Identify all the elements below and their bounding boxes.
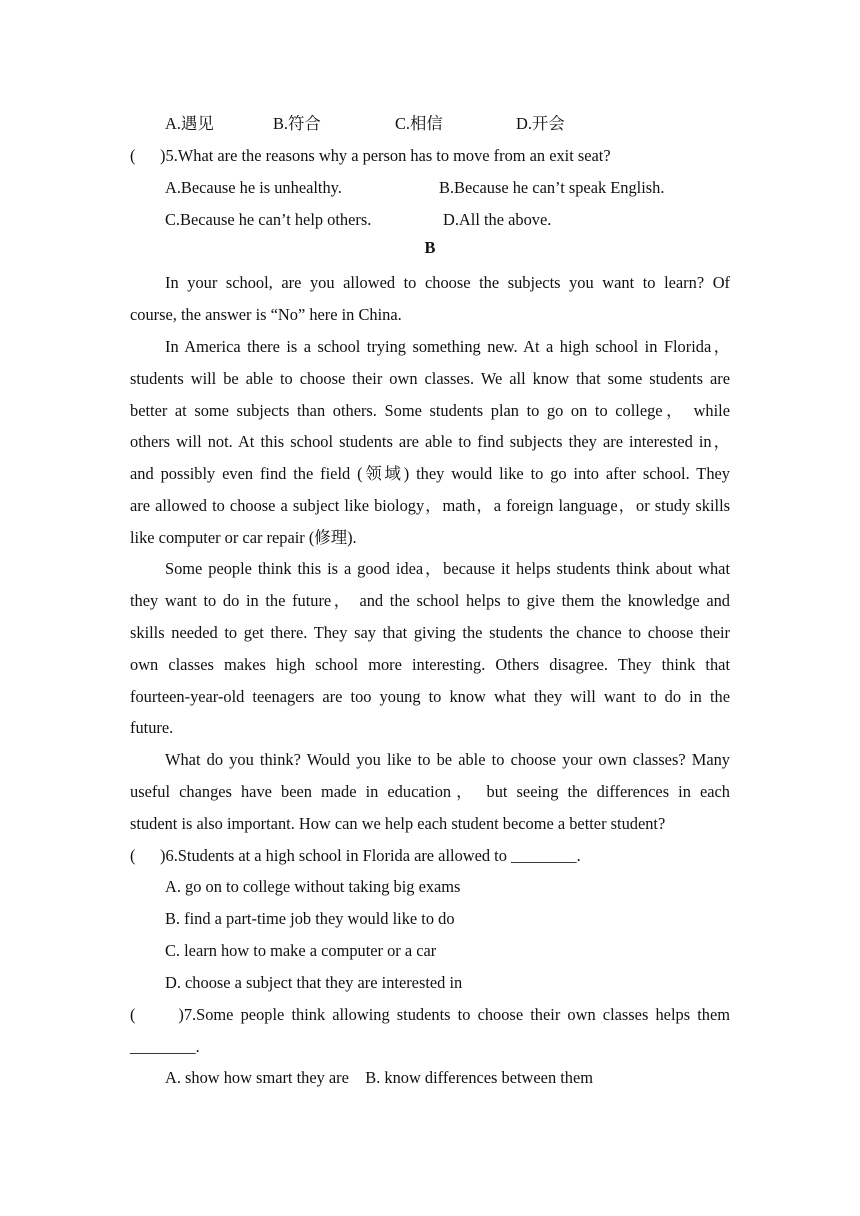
q7-stem-continuation: ________. (130, 1037, 200, 1056)
q5-option-a: A.Because he is unhealthy. (165, 178, 342, 197)
passage-line: own classes makes high school more interesting. Others disagree. They think that (130, 655, 730, 674)
passage-line: useful changes have been made in education， but seeing the differences in each (130, 782, 730, 801)
passage-line: students will be able to choose their own classes. We all know that some students are (130, 369, 730, 388)
passage-line: they want to do in the future， and the school helps to give them the knowledge and (130, 591, 730, 610)
passage-line: better at some subjects than others. Some students plan to go on to college， while (130, 401, 730, 420)
passage-line: fourteen-year-old teenagers are too young to know what they will want to do in the (130, 687, 730, 706)
passage-line: In your school, are you allowed to choose the subjects you want to learn? Of (165, 273, 730, 292)
q5-option-c: C.Because he can’t help others. (165, 210, 372, 229)
section-title: B (424, 238, 436, 257)
q6-option-c: C. learn how to make a computer or a car (165, 941, 437, 960)
q4-option-b: B.符合 (273, 114, 321, 133)
q6-stem: ( )6.Students at a high school in Florida are allowed to ________. (130, 846, 581, 865)
passage-line: are allowed to choose a subject like biology，math，a foreign language，or study skills (130, 496, 730, 515)
q7-options-line: A. show how smart they are B. know differences between them (165, 1068, 594, 1087)
q6-option-a: A. go on to college without taking big exams (165, 877, 461, 896)
passage-line: What do you think? Would you like to be able to choose your own classes? Many (165, 750, 730, 769)
passage-line: course, the answer is “No” here in China. (130, 305, 402, 324)
q4-option-a: A.遇见 (165, 114, 214, 133)
q5-option-d: D.All the above. (443, 210, 552, 229)
q4-option-c: C.相信 (395, 114, 443, 133)
q5-option-b: B.Because he can’t speak English. (439, 178, 665, 197)
passage-line: like computer or car repair (修理). (130, 528, 357, 547)
passage-line: skills needed to get there. They say that giving the students the chance to choose their (130, 623, 730, 642)
q6-option-b: B. find a part-time job they would like to do (165, 909, 455, 928)
passage-line: In America there is a school trying something new. At a high school in Florida， (165, 337, 730, 356)
q6-option-d: D. choose a subject that they are interested in (165, 973, 463, 992)
q5-stem: ( )5.What are the reasons why a person has to move from an exit seat? (130, 146, 611, 165)
passage-line: and possibly even find the field (领域) they would like to go into after school. They (130, 464, 730, 483)
passage-line: others will not. At this school students are able to find subjects they are interested in， (130, 432, 730, 451)
passage-line: student is also important. How can we help each student become a better student? (130, 814, 666, 833)
passage-line: Some people think this is a good idea，because it helps students think about what (165, 559, 730, 578)
q4-option-d: D.开会 (516, 114, 565, 133)
passage-line: future. (130, 718, 174, 737)
q7-stem: ( )7.Some people think allowing students to choose their own classes helps them (130, 1005, 730, 1024)
